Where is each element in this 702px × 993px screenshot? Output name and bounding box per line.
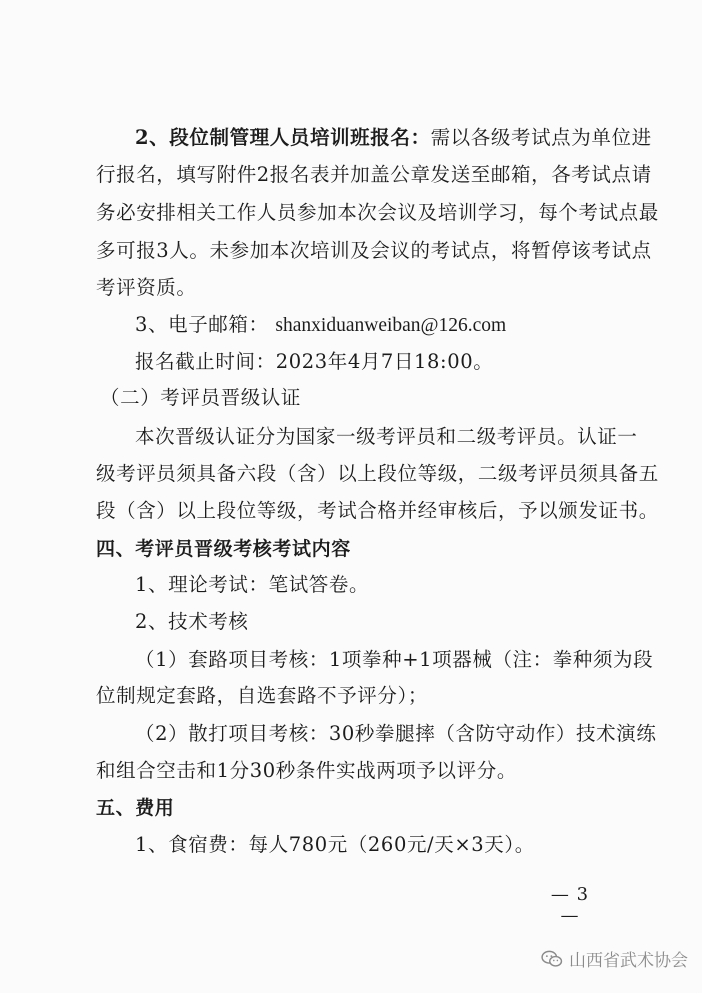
wechat-icon bbox=[541, 950, 563, 968]
section-4-sub-1-line-1: （1）套路项目考核：1项拳种+1项器械（注：拳种须为段 bbox=[135, 648, 654, 671]
paragraph-2-line-3: 务必安排相关工作人员参加本次会议及培训学习，每个考试点最 bbox=[96, 201, 659, 224]
section-5-heading: 五、费用 bbox=[96, 797, 175, 819]
deadline-line: 报名截止时间：2023年4月7日18:00。 bbox=[135, 350, 494, 373]
section-2-line-2: 级考评员须具备六段（含）以上段位等级，二级考评员须具备五 bbox=[96, 462, 659, 485]
paragraph-2-label: 2、段位制管理人员培训班报名： bbox=[135, 126, 431, 149]
section-4-item-1: 1、理论考试：笔试答卷。 bbox=[135, 573, 370, 596]
section-4-sub-1-line-2: 位制规定套路，自选套路不予评分）； bbox=[96, 684, 428, 707]
email-line bbox=[135, 313, 612, 338]
paragraph-2-line-5: 考评资质。 bbox=[96, 276, 197, 299]
section-4-sub-2-line-2: 和组合空击和1分30秒条件实战两项予以评分。 bbox=[96, 759, 517, 782]
section-4-item-2: 2、技术考核 bbox=[135, 610, 249, 633]
paragraph-2-line-4: 多可报3人。未参加本次培训及会议的考试点，将暂停该考试点 bbox=[96, 239, 652, 262]
section-2-line-1: 本次晋级认证分为国家一级考评员和二级考评员。认证一 bbox=[135, 425, 638, 448]
paragraph-2-line-2: 行报名，填写附件2报名表并加盖公章发送至邮箱，各考试点请 bbox=[96, 163, 652, 186]
watermark-text: 山西省武术协会 bbox=[569, 951, 688, 971]
email-label: 3、电子邮箱： bbox=[135, 313, 269, 336]
section-5-item-1: 1、食宿费：每人780元（260元/天×3天）。 bbox=[135, 833, 535, 856]
section-2-title: （二）考评员晋级认证 bbox=[100, 386, 302, 409]
section-4-sub-2-line-1: （2）散打项目考核：30秒拳腿摔（含防守动作）技术演练 bbox=[135, 722, 657, 745]
page-number: — 3 — bbox=[550, 884, 590, 926]
email-address: shanxiduanweiban@126.com bbox=[275, 315, 507, 336]
paragraph-2-text: 需以各级考试点为单位进 bbox=[430, 126, 652, 149]
section-2-line-3: 段（含）以上段位等级，考试合格并经审核后，予以颁发证书。 bbox=[96, 499, 659, 522]
watermark bbox=[541, 946, 688, 971]
paragraph-2-line-1 bbox=[135, 126, 652, 150]
section-4-heading: 四、考评员晋级考核考试内容 bbox=[96, 538, 351, 560]
